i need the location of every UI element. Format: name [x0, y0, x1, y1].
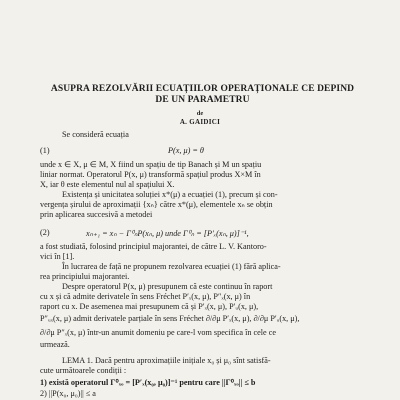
title-line-1: ASUPRA REZOLVĂRII ECUAȚIILOR OPERAȚIONALE CE DEPIND: [50, 84, 355, 94]
paragraph-line: raport cu x. De asemenea mai presupunem că și P′ₓ(x, μ), P′ᵤ(x, μ),: [40, 302, 259, 311]
paragraph-line: cu x și că admite derivatele în sens Fréchet P′ₓ(x, μ), P″ₓ(x, μ) în: [40, 292, 251, 301]
by-label: de: [196, 110, 204, 117]
paragraph-line: rea principiului majorantei.: [40, 272, 130, 281]
paragraph-line: urmează.: [40, 340, 70, 349]
paragraph-line: În lucrarea de față ne propunem rezolvarea ecuației (1) fără aplica-: [62, 262, 281, 271]
equation-body: xₙ₊₁ = xₙ − Γ⁰ₙP(xₙ, μ) unde Γ⁰ₙ = [P′ₓ(xₙ, μ)]⁻¹,: [86, 229, 249, 238]
condition-item: 1) există operatorul Γ⁰ₓₒ = [P′ₓ(x₀, μ₀)]⁻¹ pentru care ||Γ⁰ₓₒ|| ≤ b: [40, 378, 256, 387]
equation-body: P(x, μ) = θ: [168, 146, 204, 155]
paragraph-line: liniar normat. Operatorul P(x, μ) transformă spațiul produs X×M în: [40, 170, 261, 179]
paragraph-line: Se consideră ecuația: [62, 130, 129, 139]
paragraph-line: P″ᵤₓ(x, μ) admit derivatele parțiale în sens Fréchet ∂/∂μ P′ₓ(x, μ), ∂/∂μ P′ᵤ(x, μ),: [40, 314, 300, 323]
title-line-2: DE UN PARAMETRU: [155, 95, 250, 105]
paragraph-line: Existența și unicitatea soluției x*(μ) a ecuației (1), precum și con-: [62, 190, 278, 199]
paragraph-line: vici în [1].: [40, 252, 75, 261]
paragraph-line: Despre operatorul P(x, μ) presupunem că este continuu în raport: [62, 282, 273, 291]
paragraph-line: cute următoarele condiții :: [40, 366, 127, 375]
paper-title: [40, 84, 365, 106]
equation-number: (2): [40, 228, 50, 237]
paragraph-line: vergența șirului de aproximații {xₙ} către x*(μ), elementele xₙ se obțin: [40, 200, 273, 209]
paragraph-line: prin aplicarea succesivă a metodei: [40, 210, 153, 219]
paragraph-line: ∂/∂μ P″ₓ(x, μ) într-un anumit domeniu pe care-l vom specifica în cele ce: [40, 328, 276, 337]
equation-number: (1): [40, 146, 50, 155]
paragraph-line: unde x ∈ X, μ ∈ M, X fiind un spațiu de tip Banach și M un spațiu: [40, 160, 262, 169]
paragraph-line: X, iar θ este elementul nul al spațiului X.: [40, 180, 175, 189]
condition-item: 2) ||P(x₀, μ₀)|| ≤ a: [40, 389, 96, 398]
lemma-heading: LEMA 1. Dacă pentru aproximațiile inițiale x₀ și μ₀ sînt satisfă-: [62, 356, 271, 365]
author-name: A. GAIDICI: [179, 118, 221, 126]
paragraph-line: a fost studiată, folosind principiul majorantei, de către L. V. Kantoro-: [40, 242, 267, 251]
